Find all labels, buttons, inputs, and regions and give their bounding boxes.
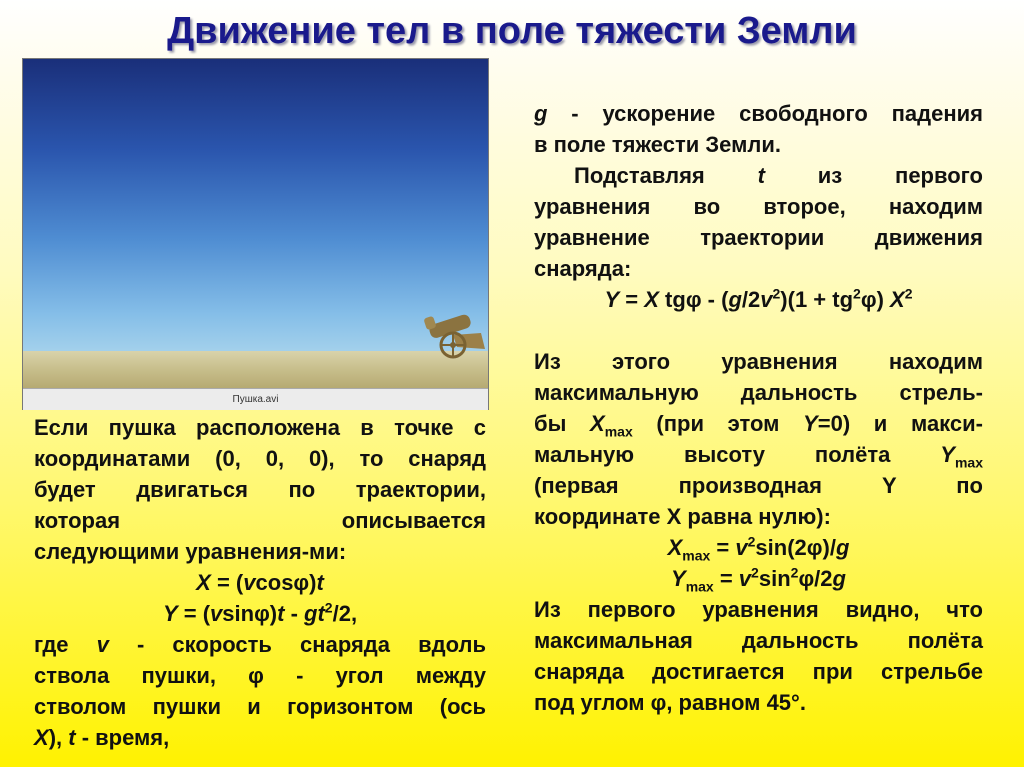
text-line: снаряда: [534, 256, 632, 281]
equation-trajectory: Y = X $tg\varphi - (g/2v^2)(1 + tg^2\varphi)$ $X^2$ [604, 285, 913, 312]
text-line: координатами (0, 0, 0), то снаряд [34, 446, 486, 471]
ground-strip [23, 351, 488, 388]
video-caption: Пушка.avi [23, 388, 488, 410]
left-text-block [34, 412, 486, 753]
text-line: которая описывается [34, 508, 486, 533]
text-line: стволом пушки и горизонтом (ось [34, 694, 486, 719]
text-line: X), t - время, [34, 725, 170, 750]
text-line: снаряда достигается при стрельбе [534, 659, 983, 684]
text-line: будет двигаться по траектории, [34, 477, 486, 502]
text-line: под углом φ, равном 45°. [534, 690, 806, 715]
sky-background [23, 59, 488, 359]
text-line: Подставляя t из первого [574, 163, 983, 188]
equation-x: X = (vcosφ)t [196, 570, 324, 595]
text-line: (первая производная Y по [534, 473, 983, 498]
video-player[interactable] [22, 58, 489, 410]
slide-title: Движение тел в поле тяжести Земли [167, 10, 857, 52]
text-line: следующими уравнения-ми: [34, 539, 347, 564]
spacer [534, 315, 983, 346]
equation-y: $Y = (vsin\varphi)t - gt^2/2$, [162, 599, 358, 626]
text-line: Если пушка расположена в точке с [34, 415, 486, 440]
equation-ymax: $Y_{max} = v^2\sin^2\varphi/2g$ [671, 564, 846, 595]
cannon-icon [423, 305, 493, 361]
text-line: бы $X_{max}$ (при этом Y=0) и макси- [534, 411, 983, 440]
text-line: максимальную дальность стрель- [534, 380, 983, 405]
text-line: в поле тяжести Земли. [534, 132, 781, 157]
text-line: уравнения во второе, находим [534, 194, 983, 219]
text-line: где v - скорость снаряда вдоль [34, 632, 486, 657]
equation-xmax: $X_{max} = v^2\sin(2\varphi)/g$ [667, 533, 850, 564]
text-line: уравнение траектории движения [534, 225, 983, 250]
text-line: g - ускорение свободного падения [534, 101, 983, 126]
text-line: максимальная дальность полёта [534, 628, 983, 653]
text-line: Из этого уравнения находим [534, 349, 983, 374]
right-text-block [534, 98, 983, 718]
text-line: ствола пушки, φ - угол между [34, 663, 486, 688]
text-line: координате X равна нулю): [534, 504, 831, 529]
text-line: Из первого уравнения видно, что [534, 597, 983, 622]
text-line: мальную высоту полёта $Y_{max}$ [534, 442, 983, 471]
